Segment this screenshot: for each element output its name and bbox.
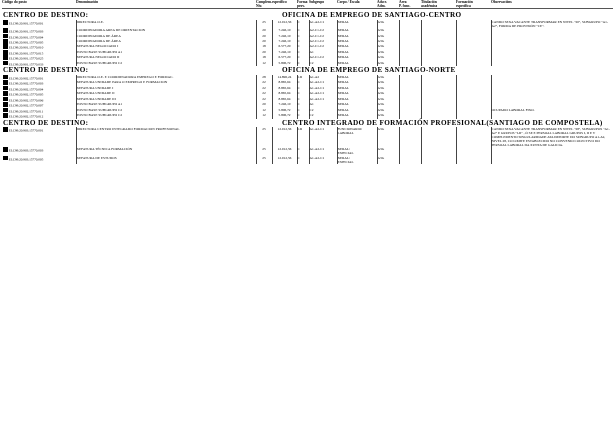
cell-corpo-escala: XERAL/ ESPECIAL	[337, 156, 377, 164]
cell-forma-provision: C	[297, 156, 309, 164]
bullet-square-icon	[3, 50, 8, 55]
cell-corpo-escala: XERAL/ ESPECIAL	[337, 147, 377, 155]
cell-nivel: 25	[256, 20, 272, 28]
cell-denomination: POSTO BASE SUBGRUPO C2	[76, 61, 256, 66]
cell-corpo-escala: XERAL	[337, 50, 377, 55]
column-header-adscricion: Adscr. Adm.	[377, 0, 387, 9]
cell-forma-provision: C	[297, 108, 309, 113]
cell-complemento-especifico: 7.246,10	[272, 34, 297, 39]
cell-denomination: POSTO BASE SUBGRUPO C2	[76, 108, 256, 113]
cell-complemento-especifico: 7.246,10	[272, 39, 297, 44]
column-header-code: Código do posto	[2, 0, 27, 4]
bullet-square-icon	[3, 113, 8, 118]
bullet-square-icon	[3, 75, 8, 80]
cell-denomination: XEFATURA NEGOCIADO II	[76, 55, 256, 60]
cell-forma-provision: C	[297, 147, 309, 155]
cell-denomination: XEFATURA UNIDADE I	[76, 86, 256, 91]
cell-forma-provision: C	[297, 44, 309, 49]
bullet-square-icon	[3, 102, 8, 107]
cell-subgrupo: A1	[309, 50, 337, 55]
cell-adscricion: A3G	[377, 102, 399, 107]
cell-adscricion: A3G	[377, 20, 399, 28]
cell-nivel: 20	[256, 34, 272, 39]
section-label: CENTRO DE DESTINO:	[3, 118, 89, 127]
code-text: EI.C99.20.902.15770.012	[8, 114, 44, 119]
cell-complemento-especifico: 7.246,10	[272, 102, 297, 107]
cell-nivel: 25	[256, 147, 272, 155]
cell-corpo-escala: XERAL	[337, 113, 377, 118]
cell-subgrupo: C2	[309, 61, 337, 66]
cell-denomination: XEFATURA NEGOCIADO I	[76, 44, 256, 49]
cell-complemento-especifico: 12.012,56	[272, 20, 297, 28]
section-name: OFICINA DE EMPREGO DE SANTIAGO-CENTRO	[282, 11, 462, 20]
cell-nivel: 20	[256, 102, 272, 107]
cell-area-funcional	[399, 156, 421, 164]
cell-code	[2, 127, 76, 147]
cell-corpo-escala: XERAL	[337, 97, 377, 102]
cell-corpo-escala: XERAL	[337, 44, 377, 49]
column-header-forma-prov: Forma prov.	[297, 0, 308, 9]
section-label: CENTRO DE DESTINO:	[3, 66, 89, 75]
bullet-square-icon	[3, 127, 8, 132]
cell-subgrupo: A1-A2-C1	[309, 127, 337, 147]
cell-nivel: 18	[256, 44, 272, 49]
cell-complemento-especifico: 5.806,72	[272, 113, 297, 118]
cell-nivel: 20	[256, 39, 272, 44]
cell-denomination: COORDINADORA DE ÁREA	[76, 34, 256, 39]
cell-corpo-escala: XERAL	[337, 34, 377, 39]
cell-corpo-escala: XERAL	[337, 39, 377, 44]
cell-complemento-especifico: 7.246,10	[272, 50, 297, 55]
cell-denomination: COORDINADORA AREA DE ORIENTACION	[76, 28, 256, 33]
bullet-square-icon	[3, 44, 8, 49]
cell-adscricion: A3G	[377, 75, 399, 80]
cell-subgrupo: A2-C1-C2	[309, 28, 337, 33]
cell-complemento-especifico: 8.865,64	[272, 80, 297, 85]
table-row	[2, 20, 613, 28]
cell-denomination: POSTO BASE SUBGRUPO C2	[76, 113, 256, 118]
code-text: EI.C99.20.902.15770.005	[8, 92, 44, 97]
code-text: EI.C99.20.901.15770.003	[8, 29, 44, 34]
cell-forma-provision: C	[297, 50, 309, 55]
code-text: EI.C99.20.902.15770.001	[8, 76, 44, 81]
cell-complemento-especifico: 14.896,24	[272, 75, 297, 80]
cell-area-funcional	[399, 127, 421, 147]
bullet-square-icon	[3, 20, 8, 25]
cell-corpo-escala: XERAL	[337, 28, 377, 33]
cell-adscricion: A3G	[377, 80, 399, 85]
cell-subgrupo: A1-A2-C1	[309, 20, 337, 28]
cell-complemento-especifico: 12.012,56	[272, 156, 297, 164]
cell-observacions	[491, 147, 613, 155]
table-row	[2, 156, 613, 164]
bullet-square-icon	[3, 91, 8, 96]
cell-complemento-especifico: 6.577,20	[272, 55, 297, 60]
cell-nivel: 12	[256, 113, 272, 118]
cell-forma-provision: C	[297, 86, 309, 91]
code-text: EI.C99.20.901.15770.010	[8, 45, 44, 50]
cell-subgrupo: A2-C1-C2	[309, 44, 337, 49]
code-text: EI.C99.20.902.15770.003	[8, 81, 44, 86]
bullet-square-icon	[3, 39, 8, 44]
cell-subgrupo: A1-A2-C1	[309, 86, 337, 91]
code-text: EI.C99.20.901.15770.015	[8, 51, 44, 56]
cell-subgrupo: C2	[309, 108, 337, 113]
cell-nivel: 12	[256, 61, 272, 66]
cell-forma-provision: C	[297, 102, 309, 107]
cell-forma-provision: C	[297, 39, 309, 44]
column-header-area-funcional: Área P. func.	[399, 0, 411, 9]
cell-nivel: 28	[256, 75, 272, 80]
cell-complemento-especifico: 12.012,56	[272, 127, 297, 147]
cell-nivel: 20	[256, 28, 272, 33]
cell-denomination: DIRECTORA O.E. E COORDINADORA EMPREGO E FORMAC.	[76, 75, 256, 80]
column-header-corpo-escala: Corpo / Escala	[337, 0, 360, 4]
cell-titulacion	[421, 20, 456, 28]
cell-adscricion: A3G	[377, 28, 399, 33]
cell-complemento-especifico: 8.865,64	[272, 86, 297, 91]
code-text: EI.C99.20.901.15770.004	[8, 34, 44, 39]
bullet-square-icon	[3, 28, 8, 33]
cell-subgrupo: A1	[309, 102, 337, 107]
column-header-formacion: Formación específica	[456, 0, 473, 9]
code-text: EI.C99.20.903.15770.001	[8, 128, 44, 133]
cell-code	[2, 20, 76, 28]
cell-formacion	[456, 20, 491, 28]
bullet-square-icon	[3, 97, 8, 102]
cell-subgrupo: A2-C1-C2	[309, 39, 337, 44]
bullet-square-icon	[3, 156, 8, 161]
cell-nivel: 25	[256, 156, 272, 164]
cell-adscricion: A3G	[377, 44, 399, 49]
cell-complemento-especifico: 8.865,64	[272, 91, 297, 96]
section-label: CENTRO DE DESTINO:	[3, 11, 89, 20]
section-name: OFICINA DE EMPREGO DE SANTIAGO-NORTE	[282, 66, 456, 75]
cell-complemento-especifico: 5.806,72	[272, 108, 297, 113]
cell-adscricion: A3G	[377, 50, 399, 55]
cell-corpo-escala: FUNCIONARIO/ LABORAL	[337, 127, 377, 147]
cell-titulacion	[421, 127, 456, 147]
cell-forma-provision: C	[297, 91, 309, 96]
table-row	[2, 127, 613, 147]
cell-adscricion: A3G	[377, 156, 399, 164]
cell-adscricion: A3G	[377, 147, 399, 155]
cell-forma-provision: C	[297, 61, 309, 66]
cell-nivel: 18	[256, 55, 272, 60]
cell-adscricion: A3G	[377, 55, 399, 60]
cell-denomination: POSTO BASE SUBGRUPO A1	[76, 50, 256, 55]
cell-subgrupo: A1-A2-C1	[309, 80, 337, 85]
cell-denomination: POSTO BASE SUBGRUPO A1	[76, 102, 256, 107]
cell-subgrupo: A1-A2-C1	[309, 91, 337, 96]
bullet-square-icon	[3, 147, 8, 152]
cell-denomination: XEFATURA UNIDADE PARA O EMPREGO E FORMACION	[76, 80, 256, 85]
cell-nivel: 22	[256, 86, 272, 91]
cell-formacion	[456, 127, 491, 147]
cell-subgrupo: A1-A2-C1	[309, 97, 337, 102]
cell-adscricion: A3G	[377, 97, 399, 102]
cell-forma-provision: C	[297, 34, 309, 39]
cell-forma-provision: C	[297, 28, 309, 33]
cell-adscricion: A3G	[377, 127, 399, 147]
code-text: EI.C99.20.903.15770.003	[8, 148, 44, 153]
section-header-row	[2, 11, 613, 19]
bullet-square-icon	[3, 86, 8, 91]
cell-denomination: XEFATURA UNIDADE III	[76, 97, 256, 102]
cell-denomination: DIRECTORA CENTRO INTEGRADO FORMACION PROFESIONAL	[76, 127, 256, 147]
table-header-row	[2, 0, 613, 9]
cell-corpo-escala: XERAL	[337, 80, 377, 85]
cell-area-funcional	[399, 20, 421, 28]
bullet-square-icon	[3, 108, 8, 113]
code-text: EI.C99.20.901.15770.001	[8, 21, 44, 26]
code-text: EI.C99.20.901.15770.025	[8, 56, 44, 61]
cell-adscricion: A3G	[377, 113, 399, 118]
cell-area-funcional	[399, 147, 421, 155]
column-header-especifico: específico	[272, 0, 287, 4]
bullet-square-icon	[3, 80, 8, 85]
code-text: EI.C99.20.901.15770.033	[8, 62, 44, 67]
cell-complemento-especifico: 12.012,56	[272, 147, 297, 155]
column-header-nivel: Complem. Niv.	[256, 0, 272, 9]
cell-code	[2, 147, 76, 155]
code-text: EI.C99.20.903.15770.005	[8, 156, 44, 161]
cell-titulacion	[421, 156, 456, 164]
column-header-denomination: Denominación	[76, 0, 99, 4]
code-text: EI.C99.20.902.15770.007	[8, 103, 44, 108]
cell-corpo-escala: XERAL	[337, 75, 377, 80]
cell-forma-provision: C	[297, 97, 309, 102]
cell-subgrupo: A1-A2-C1	[309, 156, 337, 164]
section-header-row	[2, 66, 613, 74]
code-text: EI.C99.20.902.15770.006	[8, 98, 44, 103]
cell-subgrupo: C2	[309, 113, 337, 118]
cell-forma-provision: C	[297, 20, 309, 28]
cell-observacions	[491, 156, 613, 164]
cell-forma-provision: C	[297, 113, 309, 118]
cell-nivel: 22	[256, 80, 272, 85]
section-header-row	[2, 119, 613, 127]
cell-nivel: 22	[256, 91, 272, 96]
cell-corpo-escala: XERAL	[337, 86, 377, 91]
bullet-square-icon	[3, 61, 8, 66]
column-header-subgrupo: Subgrupo	[309, 0, 325, 4]
cell-adscricion: A3G	[377, 34, 399, 39]
cell-subgrupo: A1-A2	[309, 75, 337, 80]
cell-titulacion	[421, 147, 456, 155]
cell-complemento-especifico: 8.865,64	[272, 97, 297, 102]
cell-denomination: XEFATURA DE ESTUDOS	[76, 156, 256, 164]
cell-nivel: 25	[256, 127, 272, 147]
cell-adscricion: A3G	[377, 86, 399, 91]
cell-formacion	[456, 147, 491, 155]
cell-corpo-escala: XERAL	[337, 20, 377, 28]
cell-nivel: 20	[256, 50, 272, 55]
cell-forma-provision: C	[297, 55, 309, 60]
cell-forma-provision: C	[297, 80, 309, 85]
code-text: EI.C99.20.902.15770.004	[8, 87, 44, 92]
cell-denomination: COORDINADORA DE ÁREA	[76, 39, 256, 44]
cell-denomination: XEFATURA TÉCNICA FORMACIÓN	[76, 147, 256, 155]
cell-complemento-especifico: 5.806,72	[272, 61, 297, 66]
cell-corpo-escala: XERAL	[337, 61, 377, 66]
cell-observacions: CANDO SEXA VACANTE TRANSFORMAR EN NIVEL "28", SUBGRUPOS "A1-A2" E GRUPOS "I-II" , Ó SE E PERSOAL LABORAL GRUPOS I, II E V COMPLEMENTO SINGULARIDADE ATA IMPORTE DO SUBGRUPO A1-A2, NIVEL 28, CO LIMITE ESTABLECIDO NO CONVENIO COLECTIVO DO PERSOAL LABORAL DA XUNTA DE GALICIA.	[491, 127, 613, 147]
cell-denomination: DIRECTORA O.E.	[76, 20, 256, 28]
cell-forma-provision: LD	[297, 75, 309, 80]
cell-nivel: 12	[256, 108, 272, 113]
cell-corpo-escala: XERAL	[337, 91, 377, 96]
cell-subgrupo: A2-C1-C2	[309, 34, 337, 39]
column-header-observacions: Observacións	[491, 0, 512, 4]
bullet-square-icon	[3, 34, 8, 39]
cell-corpo-escala: XERAL	[337, 102, 377, 107]
cell-adscricion: A3G	[377, 108, 399, 113]
rpt-table	[2, 0, 613, 164]
cell-formacion	[456, 156, 491, 164]
cell-corpo-escala: XERAL	[337, 55, 377, 60]
code-text: EI.C99.20.901.15770.005	[8, 40, 44, 45]
cell-observacions: OCUPADO LABORAL FIXO.	[491, 108, 613, 113]
cell-subgrupo: A1-A2-C1	[309, 147, 337, 155]
code-text: EI.C99.20.902.15770.011	[8, 109, 44, 114]
column-header-titulacion: Titulación académica	[421, 0, 438, 9]
cell-adscricion: A3G	[377, 61, 399, 66]
bullet-square-icon	[3, 55, 8, 60]
table-row	[2, 147, 613, 155]
cell-adscricion: A3G	[377, 91, 399, 96]
cell-adscricion: A3G	[377, 39, 399, 44]
cell-nivel: 22	[256, 97, 272, 102]
cell-subgrupo: A2-C1-C2	[309, 55, 337, 60]
cell-forma-provision: LD	[297, 127, 309, 147]
cell-complemento-especifico: 6.577,20	[272, 44, 297, 49]
cell-observacions: CANDO SEXA VACANTE TRANSFORMAR EN NIVEL "20", SUBGRUPO "A1-A2", FORMA DE PROVISIÓN "CE".	[491, 20, 613, 28]
cell-corpo-escala: XERAL	[337, 108, 377, 113]
cell-complemento-especifico: 7.246,10	[272, 28, 297, 33]
section-name: CENTRO INTEGRADO DE FORMACIÓN PROFESIONAL(SANTIAGO DE COMPOSTELA)	[282, 118, 603, 127]
cell-code	[2, 156, 76, 164]
cell-denomination: XEFATURA UNIDADE II	[76, 91, 256, 96]
